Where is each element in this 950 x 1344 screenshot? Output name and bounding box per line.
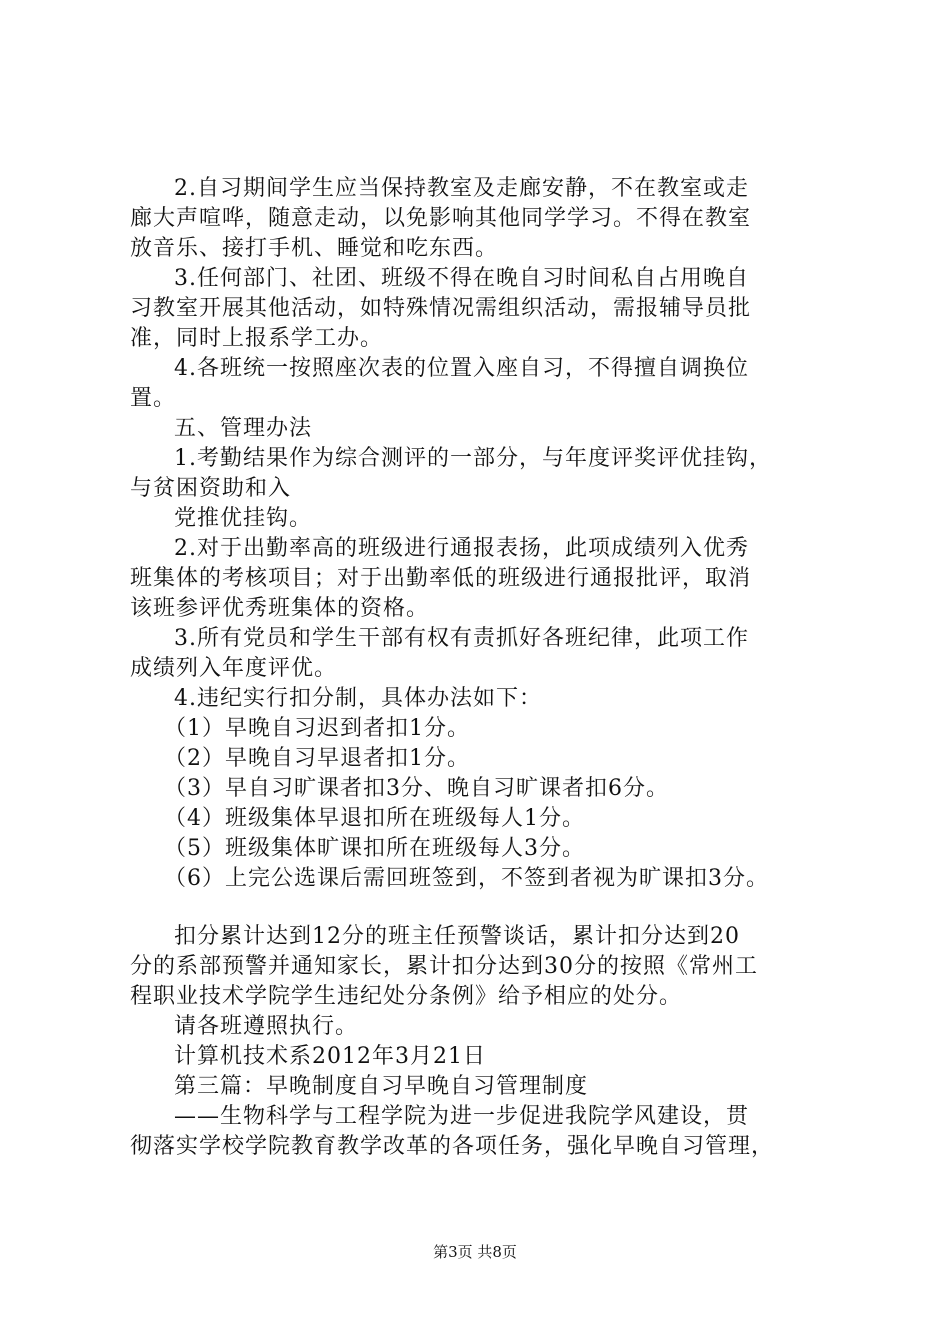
paragraph-line: 廊大声喧哗，随意走动，以免影响其他同学学习。不得在教室 [130,206,752,231]
paragraph-line: 3.所有党员和学生干部有权有责抓好各班纪律，此项工作 [174,626,749,651]
paragraph-line: 彻落实学校学院教育教学改革的各项任务，强化早晚自习管理， [130,1134,775,1159]
page-footer: 第3页 共8页 [433,1243,517,1261]
paragraph-line: 班集体的考核项目；对于出勤率低的班级进行通报批评，取消 [130,566,752,591]
paragraph-line: 党推优挂钩。 [174,506,313,531]
paragraph-line: 分的系部预警并通知家长，累计扣分达到30分的按照《常州工 [130,954,758,979]
document-body [130,174,830,1162]
list-item: （2）早晚自习早退者扣1分。 [164,746,470,771]
paragraph-line: 置。 [130,386,177,411]
list-item: （1）早晚自习迟到者扣1分。 [164,716,470,741]
paragraph-line: 1.考勤结果作为综合测评的一部分，与年度评奖评优挂钩， [174,446,772,471]
date-line: 计算机技术系2012年3月21日 [174,1044,486,1069]
list-item: （5）班级集体旷课扣所在班级每人3分。 [164,836,585,861]
paragraph-line: 2.自习期间学生应当保持教室及走廊安静，不在教室或走 [174,176,749,201]
chapter-title: 第三篇：早晚制度自习早晚自习管理制度 [174,1074,589,1099]
paragraph-line: 4.违纪实行扣分制，具体办法如下： [174,686,542,711]
paragraph-line: 与贫困资助和入 [130,476,292,501]
paragraph-line: 扣分累计达到12分的班主任预警谈话，累计扣分达到20 [174,924,740,949]
paragraph-line: 3.任何部门、社团、班级不得在晚自习时间私自占用晚自 [174,266,749,291]
paragraph-line: 该班参评优秀班集体的资格。 [130,596,430,621]
list-item: （4）班级集体早退扣所在班级每人1分。 [164,806,585,831]
list-item: （6）上完公选课后需回班签到，不签到者视为旷课扣3分。 [164,866,769,891]
paragraph-gap [130,894,830,922]
list-item: （3）早自习旷课者扣3分、晚自习旷课者扣6分。 [164,776,669,801]
paragraph-line: 程职业技术学院学生违纪处分条例》给予相应的处分。 [130,984,683,1009]
paragraph-line: 请各班遵照执行。 [174,1014,359,1039]
paragraph-line: 放音乐、接打手机、睡觉和吃东西。 [130,236,499,261]
paragraph-line: 准，同时上报系学工办。 [130,326,384,351]
paragraph-line: ——生物科学与工程学院为进一步促进我院学风建设，贯 [174,1104,750,1129]
paragraph-line: 2.对于出勤率高的班级进行通报表扬，此项成绩列入优秀 [174,536,749,561]
paragraph-line: 4.各班统一按照座次表的位置入座自习，不得擅自调换位 [174,356,749,381]
paragraph-line: 习教室开展其他活动，如特殊情况需组织活动，需报辅导员批 [130,296,752,321]
paragraph-line: 成绩列入年度评优。 [130,656,338,681]
section-heading: 五、管理办法 [174,416,313,441]
